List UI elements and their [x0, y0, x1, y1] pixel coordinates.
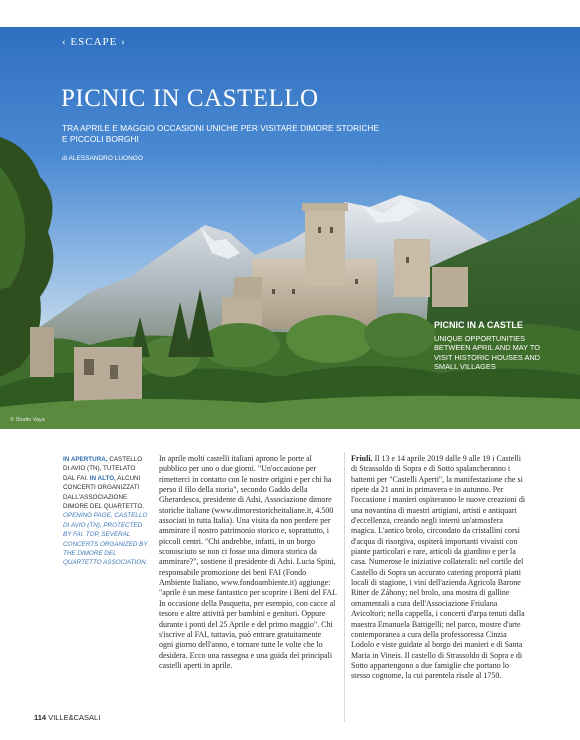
article-subtitle: TRA APRILE E MAGGIO OCCASIONI UNICHE PER VISITARE DIMORE STORICHE E PICCOLI BORGHI: [62, 123, 380, 144]
body-column-2: [351, 454, 529, 682]
col2-text: Il 13 e 14 aprile 2019 dalle 9 alle 19 i Castelli di Strassoldo di Sopra e di Sotto spalancheranno i battenti per "Castelli Aperti", la manifestazione che si ripete da 21 anni in primavera e in autunno. Per l'occasione i manieri ospiteranno le nuove creazioni di una novantina di maestri artigiani, artisti e antiquari d'eccellenza, creando negli interni un'atmosfera magica. L'antico brolo, circondato da cristallini corsi d'acqua di risorgiva, ospiterà importanti vivaisti con piante particolari e rare, articoli da giardino e per la casa. Numerose le iniziative collaterali: nel cortile del Castello di Sopra un accurato catering proporrà piatti locali di stagione, i vini dell'azienda Agricola Barone Ritter de Záhony; nel brolo, una mostra di galline ornamentali a cura dell'Associazione Friulana Avicoltori; nella cappella, i concerti d'arpa tenuti dalla maestra Emanuela Battigelli; nel parco, mostre d'arte contemporanea a cura della professoressa Cinzia Lodolo e viste guidate al borgo dei manieri e di Santa Maria in Vineis. Il castello di Strassoldo di Sopra e di Sotto appartengono a due famiglie che portano lo stesso cognome, la cui parentela risale al 1750.: [351, 454, 526, 681]
photo-credit: © Studio Vaya: [10, 417, 45, 423]
caption-text-opening: CASTELLO DI AVIO (TN), TUTELATO DAL FAI.: [63, 456, 143, 482]
caption-text-top: ALCUNI CONCERTI ORGANIZZATI DALL'ASSOCIAZIONE DIMORE DEL QUARTETTO.: [63, 474, 145, 511]
callout-body: UNIQUE OPPORTUNITIES BETWEEN APRIL AND MAY TO VISIT HISTORIC HOUSES AND SMALL VILLAGES: [434, 334, 541, 371]
page-number: 114: [34, 713, 47, 722]
caption-english: OPENING PAGE, CASTELLO DI AVIO (TN), PROTECTED BY FAI. TOP, SEVERAL CONCERTS ORGANIZED BY THE DIMORE DEL QUARTETTO ASSOCIATION.: [63, 512, 148, 567]
hero-photo: [0, 27, 580, 429]
body-column-1: In aprile molti castelli italiani aprono le porte al pubblico per uno o due giorni. "Un'occasione per rimetterci in contatto con le nostre origini e per chi ha perso il filo della storia", secondo Gaddo della Gherardesca, presidente di Adsi, Associazione dimore storiche italiane (www.dimorestoricheitaliane.it, 4.500 associati in tutta Italia). Una visita da non perdere per ammirare il nostro patrimonio storico e, soprattutto, i piccoli centri. "Chi andrebbe, infatti, in un borgo sconosciuto se non ci fosse una dimora storica da ammirare?", sostiene il presidente di Adsi. Lucia Spini, responsabile promozione dei beni FAI (Fondo Ambiente Italiano, www.fondoambiente.it) aggiunge: "aprile è un mese fantastico per scoprire i Beni del FAI. In occasione della Pasquetta, per esempio, con cacce al tesoro e altre attività per bambini e genitori. Oppure durante i ponti del 25 Aprile e del primo maggio". Chi s'iscrive al FAI, tuttavia, può entrare gratuitamente ogni giorno dell'anno, e tornare tutte le volte che lo desidera. Ecco una rassegna e una guida dei principali castelli aperti in aprile.: [159, 454, 337, 670]
article-byline: di ALESSANDRO LUONGO: [62, 155, 143, 162]
magazine-name: VILLE&CASALI: [48, 713, 101, 722]
caption-lead-top: IN ALTO,: [89, 474, 116, 482]
callout-title: PICNIC IN A CASTLE: [434, 320, 523, 330]
section-kicker: ‹ ESCAPE ›: [62, 36, 126, 48]
caption-lead-opening: IN APERTURA,: [63, 456, 108, 463]
column-divider: [344, 452, 345, 722]
article-title: PICNIC IN CASTELLO: [61, 85, 319, 112]
col2-lead: Friuli.: [351, 454, 373, 463]
image-caption: [63, 455, 149, 568]
photo-callout: [434, 320, 559, 371]
page-folio: [34, 713, 100, 722]
